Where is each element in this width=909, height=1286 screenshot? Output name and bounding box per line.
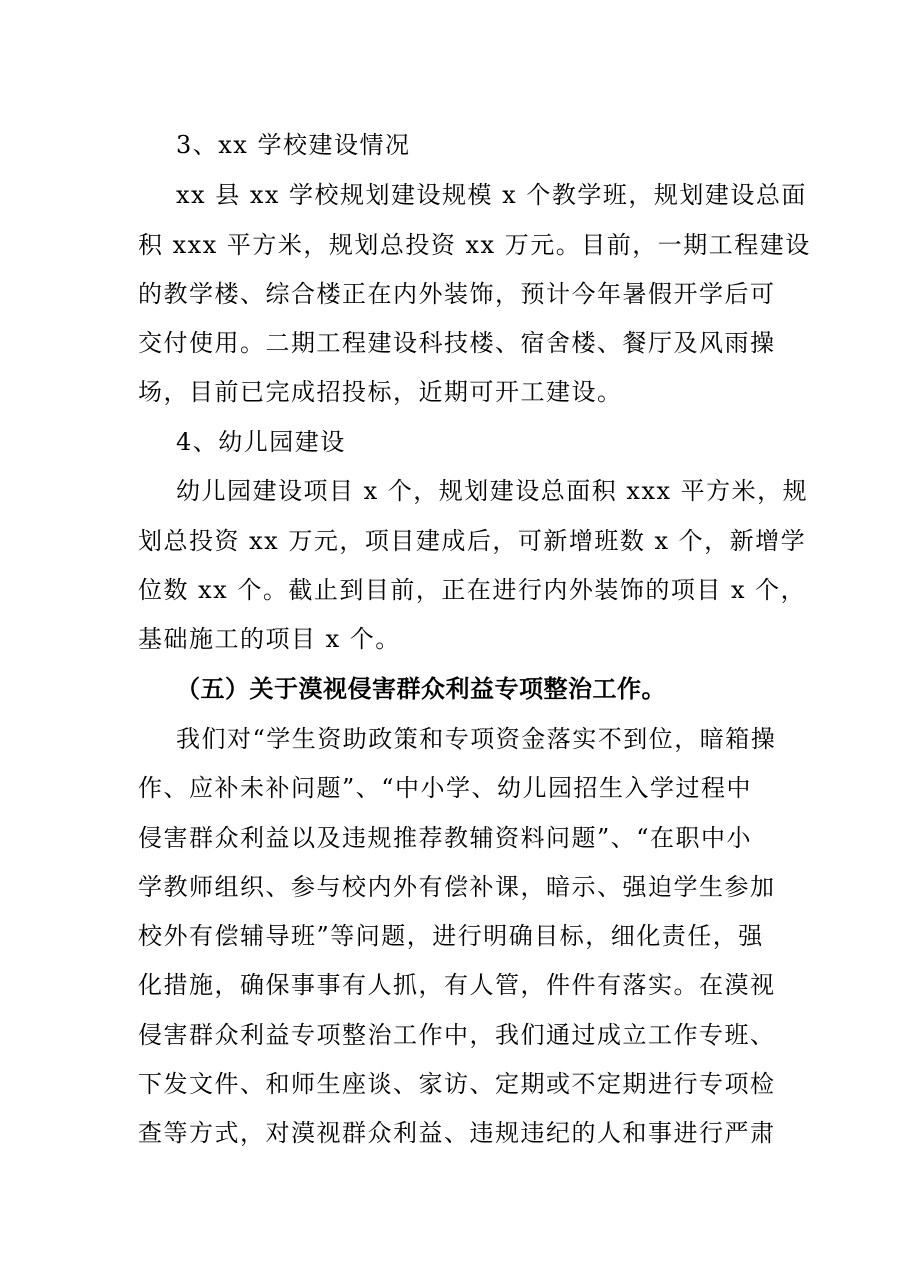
paragraph-line: 校外有偿辅导班”等问题，进行明确目标，细化责任，强 bbox=[138, 922, 764, 950]
paragraph-line: 划总投资 xx 万元，项目建成后，可新增班数 x 个，新增学 bbox=[138, 527, 807, 555]
paragraph-line: 侵害群众利益专项整治工作中，我们通过成立工作专班、 bbox=[138, 1021, 776, 1049]
paragraph-line: 交付使用。二期工程建设科技楼、宿舍楼、餐厅及风雨操 bbox=[138, 329, 776, 357]
section-heading: （五）关于漠视侵害群众利益专项整治工作。 bbox=[176, 675, 666, 703]
paragraph-line: 化措施，确保事事有人抓，有人管，件件有落实。在漠视 bbox=[138, 971, 776, 999]
paragraph-line: 作、应补未补问题”、“中小学、幼儿园招生入学过程中 bbox=[138, 774, 753, 802]
paragraph-line: 场，目前已完成招投标，近期可开工建设。 bbox=[138, 378, 623, 406]
paragraph-line: 学教师组织、参与校内外有偿补课，暗示、强迫学生参加 bbox=[138, 873, 776, 901]
paragraph-line: 的教学楼、综合楼正在内外装饰，预计今年暑假开学后可 bbox=[138, 280, 776, 308]
paragraph-line: 基础施工的项目 x 个。 bbox=[138, 625, 401, 653]
paragraph-line: 查等方式，对漠视群众利益、违规违纪的人和事进行严肃 bbox=[138, 1119, 776, 1147]
paragraph-line: 下发文件、和师生座谈、家访、定期或不定期进行专项检 bbox=[138, 1070, 776, 1098]
paragraph-line: 幼儿园建设项目 x 个，规划建设总面积 xxx 平方米，规 bbox=[176, 477, 809, 505]
paragraph-line: 我们对“学生资助政策和专项资金落实不到位，暗箱操 bbox=[176, 725, 777, 753]
paragraph-line: 积 xxx 平方米，规划总投资 xx 万元。目前，一期工程建设 bbox=[138, 231, 811, 259]
paragraph-line: xx 县 xx 学校规划建设规模 x 个教学班，规划建设总面 bbox=[176, 181, 807, 209]
heading-kindergarten-construction: 4、幼儿园建设 bbox=[176, 428, 346, 456]
paragraph-line: 侵害群众利益以及违规推荐教辅资料问题”、“在职中小 bbox=[138, 824, 753, 852]
paragraph-line: 位数 xx 个。截止到目前，正在进行内外装饰的项目 x 个， bbox=[138, 576, 807, 604]
heading-school-construction: 3、xx 学校建设情况 bbox=[176, 131, 411, 159]
